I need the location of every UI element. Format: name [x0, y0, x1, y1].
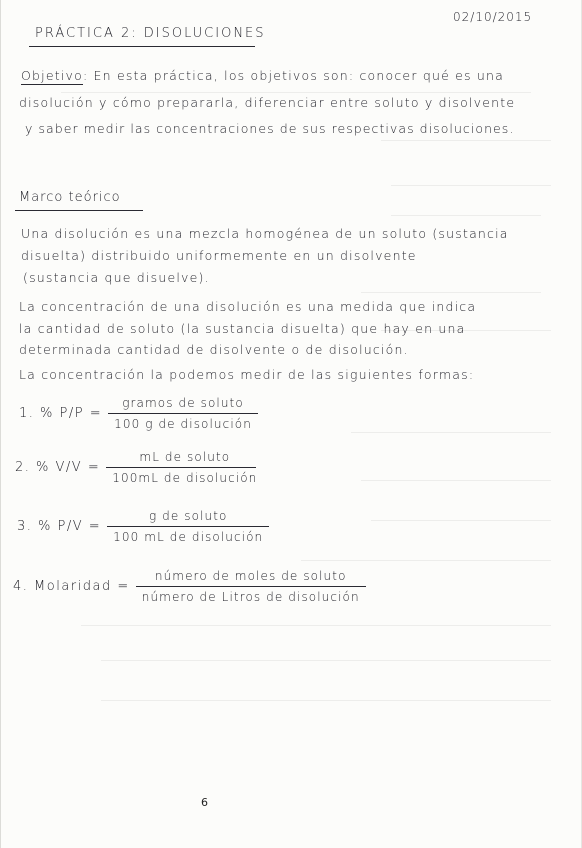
- formula-denominator: número de Litros de disolución: [141, 590, 360, 604]
- formula-lhs: 3. % P/V =: [17, 519, 102, 534]
- formula-denominator: 100mL de disolución: [112, 471, 258, 485]
- objective-line-2: disolución y cómo prepararla, diferenciar entre soluto y disolvente: [19, 95, 516, 110]
- formula-molaridad: [13, 569, 366, 604]
- formula-numerator: g de soluto: [148, 509, 228, 523]
- fraction: [108, 396, 258, 431]
- theory-p3: La concentración la podemos medir de las siguientes formas:: [19, 367, 475, 382]
- theory-p2-line-3: determinada cantidad de disolvente o de disolución.: [19, 342, 409, 357]
- section-heading-marco-teorico: Marco teórico: [19, 190, 121, 205]
- objective-line-1: [21, 68, 504, 83]
- objective-text-1: : En esta práctica, los objetivos son: conocer qué es una: [82, 68, 505, 83]
- fraction-bar: [136, 586, 366, 587]
- fraction: [106, 450, 263, 485]
- formula-denominator: 100 mL de disolución: [113, 530, 264, 544]
- formula-percent-pv: [17, 509, 269, 544]
- theory-p1-line-1: Una disolución es una mezcla homogénea de un soluto (sustancia: [21, 226, 509, 241]
- title-underline: [29, 46, 255, 47]
- objective-line-3: y saber medir las concentraciones de sus respectivas disoluciones.: [25, 121, 515, 136]
- formula-lhs: 1. % P/P =: [19, 406, 103, 421]
- formula-percent-vv: [15, 450, 263, 485]
- formula-numerator: número de moles de soluto: [154, 569, 347, 583]
- theory-p2-line-2: la cantidad de soluto (la sustancia disuelta) que hay en una: [19, 321, 466, 336]
- fraction: [107, 509, 269, 544]
- formula-percent-pp: [19, 396, 258, 431]
- theory-p1-line-2: disuelta) distribuido uniformemente en un disolvente: [21, 248, 417, 263]
- date: 02/10/2015: [453, 10, 533, 24]
- section-underline: [15, 210, 143, 211]
- fraction-bar: [107, 526, 269, 527]
- formula-numerator: mL de soluto: [139, 450, 231, 464]
- page-number: 6: [201, 796, 208, 809]
- objective-label: Objetivo: [21, 68, 83, 83]
- page-title: PRÁCTICA 2: DISOLUCIONES: [35, 26, 266, 41]
- theory-p1-line-3: (sustancia que disuelve).: [23, 270, 210, 285]
- fraction-bar: [108, 413, 258, 414]
- theory-p2-line-1: La concentración de una disolución es una medida que indica: [19, 299, 477, 314]
- formula-numerator: gramos de soluto: [122, 396, 244, 410]
- fraction-bar: [106, 467, 256, 468]
- fraction: [136, 569, 366, 604]
- formula-lhs: 4. Molaridad =: [13, 579, 130, 594]
- formula-denominator: 100 g de disolución: [114, 417, 252, 431]
- formula-lhs: 2. % V/V =: [15, 460, 101, 475]
